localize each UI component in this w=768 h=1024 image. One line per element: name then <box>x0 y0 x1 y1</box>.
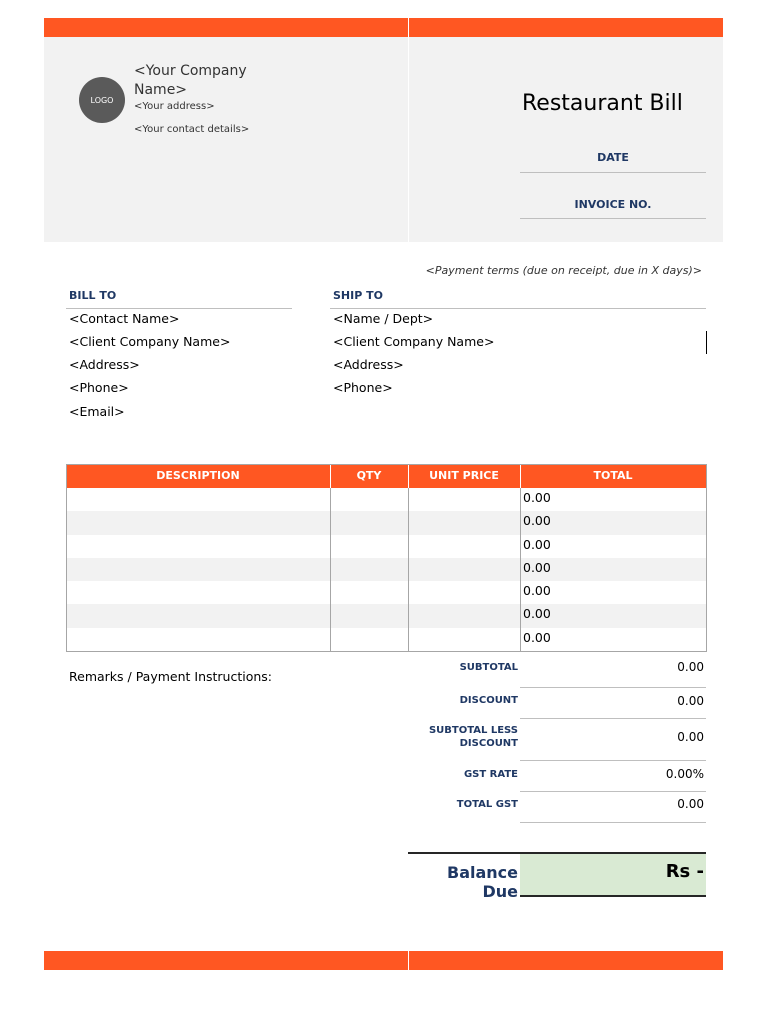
items-table-header <box>66 465 706 488</box>
column-divider <box>330 488 331 651</box>
remarks-label[interactable]: Remarks / Payment Instructions: <box>69 669 273 684</box>
gst-rate-value[interactable]: 0.00% <box>665 767 704 781</box>
table-row[interactable] <box>66 628 706 651</box>
summary-divider <box>520 822 706 823</box>
subtotal-less-discount-value: 0.00 <box>677 730 704 744</box>
text-cursor <box>706 331 707 354</box>
ship-to-company-name[interactable]: <Client Company Name> <box>333 334 495 349</box>
payment-terms[interactable]: <Payment terms (due on receipt, due in X days)> <box>425 264 702 277</box>
bottom-bar-divider <box>408 951 409 970</box>
document-title: Restaurant Bill <box>522 91 683 116</box>
balance-bottom-rule <box>520 895 706 897</box>
invoice-number-label: INVOICE NO. <box>574 198 652 211</box>
gst-rate-label: GST RATE <box>463 769 518 780</box>
bill-to-divider <box>66 308 292 309</box>
company-contact[interactable]: <Your contact details> <box>134 124 250 135</box>
table-row[interactable] <box>66 604 706 627</box>
bill-to-label: BILL TO <box>69 289 117 302</box>
table-row[interactable] <box>66 535 706 558</box>
row-total: 0.00 <box>523 629 551 645</box>
row-total: 0.00 <box>523 490 551 505</box>
subtotal-value: 0.00 <box>677 660 704 674</box>
bill-to-company-name[interactable]: <Client Company Name> <box>69 334 231 349</box>
column-header-qty: QTY <box>356 469 382 482</box>
ship-to-address[interactable]: <Address> <box>333 357 404 372</box>
top-bar-divider <box>408 18 409 37</box>
invoice-number-field-line[interactable] <box>520 218 706 219</box>
items-table-body <box>66 488 706 651</box>
subtotal-less-discount-label: SUBTOTAL LESS DISCOUNT <box>428 725 518 749</box>
ship-to-phone[interactable]: <Phone> <box>333 380 393 395</box>
summary-divider <box>520 718 706 719</box>
bill-to-phone[interactable]: <Phone> <box>69 380 129 395</box>
discount-label: DISCOUNT <box>459 695 518 706</box>
bill-to-contact-name[interactable]: <Contact Name> <box>69 311 180 326</box>
column-header-description: DESCRIPTION <box>156 469 240 482</box>
date-label: DATE <box>597 151 629 164</box>
total-gst-value: 0.00 <box>677 797 704 811</box>
total-gst-label: TOTAL GST <box>456 799 518 810</box>
column-divider <box>520 488 521 651</box>
summary-divider <box>520 791 706 792</box>
logo-text: LOGO <box>90 95 114 105</box>
row-total: 0.00 <box>523 536 551 552</box>
top-accent-bar <box>44 18 723 37</box>
ship-to-label: SHIP TO <box>333 289 383 302</box>
bottom-accent-bar <box>44 951 723 970</box>
row-total: 0.00 <box>523 583 551 599</box>
company-logo <box>79 77 125 123</box>
company-address[interactable]: <Your address> <box>134 101 215 112</box>
ship-to-name-dept[interactable]: <Name / Dept> <box>333 311 434 326</box>
company-name[interactable]: <Your Company Name> <box>134 63 247 98</box>
table-row[interactable] <box>66 488 706 511</box>
row-total: 0.00 <box>523 606 551 622</box>
table-row[interactable] <box>66 581 706 604</box>
balance-due-label: Balance Due <box>447 863 518 901</box>
date-field-line[interactable] <box>520 172 706 173</box>
table-row[interactable] <box>66 558 706 581</box>
column-header-unit-price: UNIT PRICE <box>429 469 499 482</box>
header-divider <box>408 37 409 242</box>
summary-divider <box>520 760 706 761</box>
ship-to-divider <box>330 308 706 309</box>
bill-to-email[interactable]: <Email> <box>69 404 125 419</box>
row-total: 0.00 <box>523 513 551 529</box>
balance-due-value: Rs - <box>665 861 704 882</box>
discount-value[interactable]: 0.00 <box>677 694 704 708</box>
table-row[interactable] <box>66 511 706 534</box>
bill-to-address[interactable]: <Address> <box>69 357 140 372</box>
column-divider <box>408 488 409 651</box>
subtotal-label: SUBTOTAL <box>459 662 518 673</box>
summary-divider <box>520 687 706 688</box>
row-total: 0.00 <box>523 559 551 575</box>
column-header-total: TOTAL <box>593 469 633 482</box>
